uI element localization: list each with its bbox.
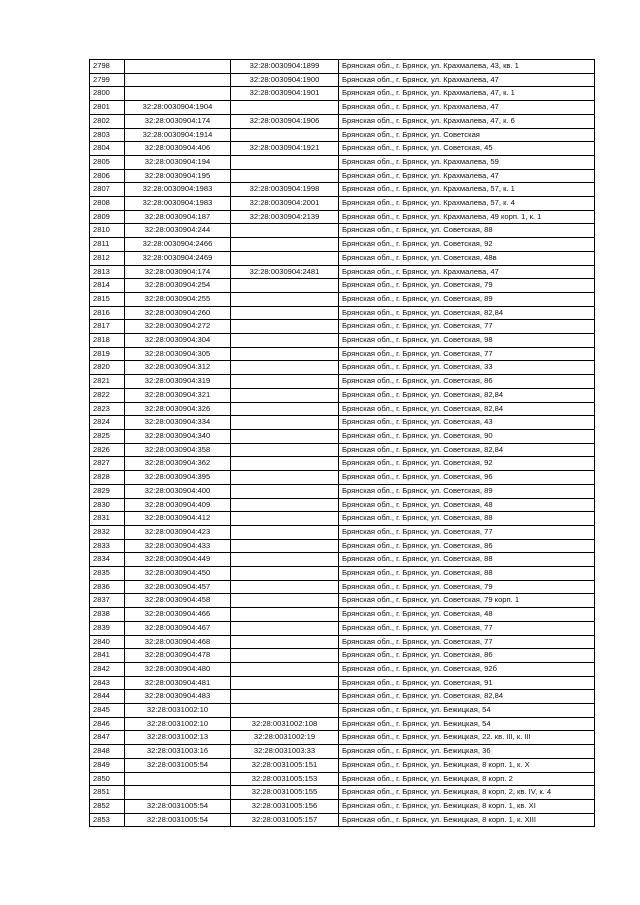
row-number-cell: 2824: [90, 416, 125, 430]
table-row: [90, 525, 595, 539]
parent-cadastral-cell: 32:28:0030904:1914: [125, 128, 231, 142]
table-row: [90, 197, 595, 211]
cadastral-number-cell: [231, 347, 339, 361]
cadastral-number-cell: [231, 649, 339, 663]
address-cell: Брянская обл., г. Брянск, ул. Крахмалева, 57, к. 1: [339, 183, 595, 197]
row-number-cell: 2841: [90, 649, 125, 663]
parent-cadastral-cell: 32:28:0030904:334: [125, 416, 231, 430]
table-row: [90, 443, 595, 457]
parent-cadastral-cell: 32:28:0030904:326: [125, 402, 231, 416]
cadastral-number-cell: [231, 238, 339, 252]
cadastral-number-cell: [231, 334, 339, 348]
table-row: [90, 772, 595, 786]
row-number-cell: 2849: [90, 758, 125, 772]
address-cell: Брянская обл., г. Брянск, ул. Советская, 89: [339, 484, 595, 498]
table-row: [90, 334, 595, 348]
cadastral-number-cell: 32:28:0031003:33: [231, 745, 339, 759]
parent-cadastral-cell: 32:28:0030904:457: [125, 580, 231, 594]
table-row: [90, 484, 595, 498]
row-number-cell: 2842: [90, 662, 125, 676]
parent-cadastral-cell: 32:28:0030904:187: [125, 210, 231, 224]
address-cell: Брянская обл., г. Брянск, ул. Советская, 86: [339, 375, 595, 389]
table-row: [90, 375, 595, 389]
parent-cadastral-cell: 32:28:0030904:260: [125, 306, 231, 320]
cadastral-number-cell: [231, 429, 339, 443]
table-row: [90, 402, 595, 416]
document-page: [89, 59, 595, 827]
table-row: [90, 786, 595, 800]
cadastral-number-cell: 32:28:0030904:2001: [231, 197, 339, 211]
table-row: [90, 238, 595, 252]
parent-cadastral-cell: 32:28:0030904:1983: [125, 197, 231, 211]
table-row: [90, 361, 595, 375]
row-number-cell: 2812: [90, 251, 125, 265]
table-row: [90, 704, 595, 718]
address-cell: Брянская обл., г. Брянск, ул. Советская, 88: [339, 512, 595, 526]
address-cell: Брянская обл., г. Брянск, ул. Советская, 79 корп. 1: [339, 594, 595, 608]
cadastral-number-cell: [231, 224, 339, 238]
address-cell: Брянская обл., г. Брянск, ул. Советская, 33: [339, 361, 595, 375]
parent-cadastral-cell: 32:28:0031005:54: [125, 813, 231, 827]
parent-cadastral-cell: 32:28:0030904:406: [125, 142, 231, 156]
parent-cadastral-cell: 32:28:0030904:362: [125, 457, 231, 471]
cadastral-table: [89, 59, 595, 827]
cadastral-number-cell: [231, 690, 339, 704]
table-row: [90, 347, 595, 361]
parent-cadastral-cell: 32:28:0030904:480: [125, 662, 231, 676]
address-cell: Брянская обл., г. Брянск, ул. Советская, 77: [339, 320, 595, 334]
table-row: [90, 553, 595, 567]
row-number-cell: 2835: [90, 567, 125, 581]
address-cell: Брянская обл., г. Брянск, ул. Бежицкая, 8 корп. 1, к. X: [339, 758, 595, 772]
cadastral-number-cell: [231, 292, 339, 306]
row-number-cell: 2800: [90, 87, 125, 101]
table-row: [90, 388, 595, 402]
table-row: [90, 512, 595, 526]
table-row: [90, 580, 595, 594]
address-cell: Брянская обл., г. Брянск, ул. Советская, 77: [339, 621, 595, 635]
row-number-cell: 2802: [90, 114, 125, 128]
table-row: [90, 567, 595, 581]
row-number-cell: 2811: [90, 238, 125, 252]
row-number-cell: 2821: [90, 375, 125, 389]
address-cell: Брянская обл., г. Брянск, ул. Советская, 82,84: [339, 388, 595, 402]
row-number-cell: 2852: [90, 799, 125, 813]
row-number-cell: 2819: [90, 347, 125, 361]
cadastral-number-cell: [231, 416, 339, 430]
parent-cadastral-cell: 32:28:0030904:321: [125, 388, 231, 402]
parent-cadastral-cell: 32:28:0030904:450: [125, 567, 231, 581]
row-number-cell: 2823: [90, 402, 125, 416]
address-cell: Брянская обл., г. Брянск, ул. Крахмалева, 59: [339, 155, 595, 169]
cadastral-number-cell: [231, 306, 339, 320]
parent-cadastral-cell: 32:28:0030904:1904: [125, 101, 231, 115]
table-row: [90, 128, 595, 142]
address-cell: Брянская обл., г. Брянск, ул. Советская, 82,84: [339, 402, 595, 416]
parent-cadastral-cell: 32:28:0031002:13: [125, 731, 231, 745]
parent-cadastral-cell: 32:28:0030904:358: [125, 443, 231, 457]
row-number-cell: 2846: [90, 717, 125, 731]
address-cell: Брянская обл., г. Брянск, ул. Советская, 43: [339, 416, 595, 430]
table-row: [90, 717, 595, 731]
address-cell: Брянская обл., г. Брянск, ул. Крахмалева, 47, к. 1: [339, 87, 595, 101]
table-row: [90, 279, 595, 293]
address-cell: Брянская обл., г. Брянск, ул. Советская, 92: [339, 238, 595, 252]
cadastral-number-cell: 32:28:0031005:151: [231, 758, 339, 772]
parent-cadastral-cell: 32:28:0030904:483: [125, 690, 231, 704]
row-number-cell: 2817: [90, 320, 125, 334]
table-body: [90, 60, 595, 827]
parent-cadastral-cell: 32:28:0030904:412: [125, 512, 231, 526]
address-cell: Брянская обл., г. Брянск, ул. Советская: [339, 128, 595, 142]
cadastral-number-cell: [231, 169, 339, 183]
table-row: [90, 662, 595, 676]
cadastral-number-cell: 32:28:0031005:155: [231, 786, 339, 800]
table-row: [90, 621, 595, 635]
row-number-cell: 2834: [90, 553, 125, 567]
parent-cadastral-cell: 32:28:0030904:304: [125, 334, 231, 348]
table-row: [90, 73, 595, 87]
cadastral-number-cell: [231, 101, 339, 115]
address-cell: Брянская обл., г. Брянск, ул. Советская, 82,84: [339, 443, 595, 457]
row-number-cell: 2813: [90, 265, 125, 279]
cadastral-number-cell: [231, 471, 339, 485]
row-number-cell: 2839: [90, 621, 125, 635]
table-row: [90, 676, 595, 690]
table-row: [90, 608, 595, 622]
row-number-cell: 2822: [90, 388, 125, 402]
cadastral-number-cell: [231, 525, 339, 539]
row-number-cell: 2836: [90, 580, 125, 594]
row-number-cell: 2801: [90, 101, 125, 115]
row-number-cell: 2809: [90, 210, 125, 224]
address-cell: Брянская обл., г. Брянск, ул. Крахмалева, 47: [339, 169, 595, 183]
table-row: [90, 690, 595, 704]
address-cell: Брянская обл., г. Брянск, ул. Советская, 89: [339, 292, 595, 306]
address-cell: Брянская обл., г. Брянск, ул. Бежицкая, 54: [339, 704, 595, 718]
table-row: [90, 320, 595, 334]
address-cell: Брянская обл., г. Брянск, ул. Бежицкая, 8 корп. 2, кв. IV, к. 4: [339, 786, 595, 800]
parent-cadastral-cell: 32:28:0030904:449: [125, 553, 231, 567]
parent-cadastral-cell: 32:28:0030904:312: [125, 361, 231, 375]
row-number-cell: 2838: [90, 608, 125, 622]
row-number-cell: 2848: [90, 745, 125, 759]
address-cell: Брянская обл., г. Брянск, ул. Бежицкая, 54: [339, 717, 595, 731]
parent-cadastral-cell: 32:28:0030904:478: [125, 649, 231, 663]
parent-cadastral-cell: 32:28:0030904:254: [125, 279, 231, 293]
cadastral-number-cell: [231, 608, 339, 622]
parent-cadastral-cell: 32:28:0031005:54: [125, 758, 231, 772]
address-cell: Брянская обл., г. Брянск, ул. Советская, 48: [339, 608, 595, 622]
cadastral-number-cell: [231, 279, 339, 293]
address-cell: Брянская обл., г. Брянск, ул. Советская, 82,84: [339, 306, 595, 320]
row-number-cell: 2816: [90, 306, 125, 320]
row-number-cell: 2808: [90, 197, 125, 211]
cadastral-number-cell: 32:28:0030904:1901: [231, 87, 339, 101]
parent-cadastral-cell: 32:28:0030904:194: [125, 155, 231, 169]
cadastral-number-cell: [231, 594, 339, 608]
parent-cadastral-cell: 32:28:0030904:466: [125, 608, 231, 622]
table-row: [90, 745, 595, 759]
cadastral-number-cell: [231, 567, 339, 581]
address-cell: Брянская обл., г. Брянск, ул. Крахмалева, 47: [339, 265, 595, 279]
address-cell: Брянская обл., г. Брянск, ул. Бежицкая, 36: [339, 745, 595, 759]
address-cell: Брянская обл., г. Брянск, ул. Советская, 88: [339, 224, 595, 238]
table-row: [90, 210, 595, 224]
table-row: [90, 731, 595, 745]
parent-cadastral-cell: 32:28:0030904:174: [125, 114, 231, 128]
table-row: [90, 758, 595, 772]
parent-cadastral-cell: 32:28:0030904:305: [125, 347, 231, 361]
cadastral-number-cell: [231, 361, 339, 375]
table-row: [90, 649, 595, 663]
address-cell: Брянская обл., г. Брянск, ул. Крахмалева, 43, кв. 1: [339, 60, 595, 74]
address-cell: Брянская обл., г. Брянск, ул. Советская, 92б: [339, 662, 595, 676]
address-cell: Брянская обл., г. Брянск, ул. Советская, 88: [339, 553, 595, 567]
address-cell: Брянская обл., г. Брянск, ул. Бежицкая, 22. кв. III, к. III: [339, 731, 595, 745]
table-row: [90, 142, 595, 156]
table-row: [90, 813, 595, 827]
table-row: [90, 539, 595, 553]
row-number-cell: 2840: [90, 635, 125, 649]
address-cell: Брянская обл., г. Брянск, ул. Советская, 88: [339, 567, 595, 581]
address-cell: Брянская обл., г. Брянск, ул. Бежицкая, 8 корп. 2: [339, 772, 595, 786]
cadastral-number-cell: [231, 484, 339, 498]
row-number-cell: 2850: [90, 772, 125, 786]
address-cell: Брянская обл., г. Брянск, ул. Советская, 90: [339, 429, 595, 443]
row-number-cell: 2832: [90, 525, 125, 539]
parent-cadastral-cell: [125, 73, 231, 87]
cadastral-number-cell: 32:28:0031002:19: [231, 731, 339, 745]
address-cell: Брянская обл., г. Брянск, ул. Советская, 86: [339, 649, 595, 663]
parent-cadastral-cell: 32:28:0030904:174: [125, 265, 231, 279]
cadastral-number-cell: [231, 155, 339, 169]
row-number-cell: 2844: [90, 690, 125, 704]
table-row: [90, 799, 595, 813]
cadastral-number-cell: 32:28:0031005:153: [231, 772, 339, 786]
cadastral-number-cell: 32:28:0030904:1998: [231, 183, 339, 197]
address-cell: Брянская обл., г. Брянск, ул. Советская, 48: [339, 498, 595, 512]
parent-cadastral-cell: 32:28:0030904:1983: [125, 183, 231, 197]
cadastral-number-cell: [231, 128, 339, 142]
address-cell: Брянская обл., г. Брянск, ул. Советская, 98: [339, 334, 595, 348]
row-number-cell: 2804: [90, 142, 125, 156]
row-number-cell: 2833: [90, 539, 125, 553]
cadastral-number-cell: 32:28:0030904:1899: [231, 60, 339, 74]
address-cell: Брянская обл., г. Брянск, ул. Советская, 79: [339, 580, 595, 594]
address-cell: Брянская обл., г. Брянск, ул. Советская, 79: [339, 279, 595, 293]
address-cell: Брянская обл., г. Брянск, ул. Бежицкая, 8 корп. 1, к. XIII: [339, 813, 595, 827]
cadastral-number-cell: [231, 676, 339, 690]
parent-cadastral-cell: 32:28:0030904:272: [125, 320, 231, 334]
parent-cadastral-cell: 32:28:0031003:16: [125, 745, 231, 759]
row-number-cell: 2820: [90, 361, 125, 375]
row-number-cell: 2827: [90, 457, 125, 471]
row-number-cell: 2826: [90, 443, 125, 457]
address-cell: Брянская обл., г. Брянск, ул. Крахмалева, 47: [339, 73, 595, 87]
parent-cadastral-cell: [125, 786, 231, 800]
parent-cadastral-cell: 32:28:0030904:468: [125, 635, 231, 649]
cadastral-number-cell: [231, 621, 339, 635]
cadastral-number-cell: [231, 388, 339, 402]
cadastral-number-cell: [231, 512, 339, 526]
cadastral-number-cell: [231, 662, 339, 676]
cadastral-number-cell: 32:28:0030904:2139: [231, 210, 339, 224]
row-number-cell: 2845: [90, 704, 125, 718]
cadastral-number-cell: 32:28:0030904:1906: [231, 114, 339, 128]
row-number-cell: 2799: [90, 73, 125, 87]
parent-cadastral-cell: 32:28:0031002:10: [125, 717, 231, 731]
parent-cadastral-cell: 32:28:0030904:255: [125, 292, 231, 306]
row-number-cell: 2853: [90, 813, 125, 827]
address-cell: Брянская обл., г. Брянск, ул. Советская, 96: [339, 471, 595, 485]
address-cell: Брянская обл., г. Брянск, ул. Советская, 77: [339, 635, 595, 649]
cadastral-number-cell: [231, 375, 339, 389]
cadastral-number-cell: [231, 580, 339, 594]
parent-cadastral-cell: 32:28:0030904:2469: [125, 251, 231, 265]
parent-cadastral-cell: 32:28:0030904:319: [125, 375, 231, 389]
table-row: [90, 594, 595, 608]
parent-cadastral-cell: 32:28:0030904:244: [125, 224, 231, 238]
cadastral-number-cell: [231, 539, 339, 553]
parent-cadastral-cell: 32:28:0030904:195: [125, 169, 231, 183]
cadastral-number-cell: [231, 553, 339, 567]
table-row: [90, 183, 595, 197]
row-number-cell: 2847: [90, 731, 125, 745]
cadastral-number-cell: 32:28:0030904:1900: [231, 73, 339, 87]
cadastral-number-cell: [231, 320, 339, 334]
parent-cadastral-cell: 32:28:0031002:10: [125, 704, 231, 718]
table-row: [90, 292, 595, 306]
cadastral-number-cell: [231, 443, 339, 457]
table-row: [90, 169, 595, 183]
table-row: [90, 457, 595, 471]
row-number-cell: 2805: [90, 155, 125, 169]
row-number-cell: 2825: [90, 429, 125, 443]
row-number-cell: 2851: [90, 786, 125, 800]
cadastral-number-cell: [231, 635, 339, 649]
cadastral-number-cell: 32:28:0031002:108: [231, 717, 339, 731]
parent-cadastral-cell: 32:28:0030904:400: [125, 484, 231, 498]
table-row: [90, 416, 595, 430]
cadastral-number-cell: [231, 704, 339, 718]
cadastral-number-cell: 32:28:0030904:1921: [231, 142, 339, 156]
row-number-cell: 2818: [90, 334, 125, 348]
cadastral-number-cell: [231, 251, 339, 265]
address-cell: Брянская обл., г. Брянск, ул. Бежицкая, 8 корп. 1, кв. XI: [339, 799, 595, 813]
address-cell: Брянская обл., г. Брянск, ул. Крахмалева, 49 корп. 1, к. 1: [339, 210, 595, 224]
parent-cadastral-cell: 32:28:0030904:340: [125, 429, 231, 443]
parent-cadastral-cell: [125, 87, 231, 101]
table-row: [90, 101, 595, 115]
table-row: [90, 155, 595, 169]
table-row: [90, 265, 595, 279]
parent-cadastral-cell: 32:28:0030904:481: [125, 676, 231, 690]
table-row: [90, 251, 595, 265]
table-row: [90, 306, 595, 320]
parent-cadastral-cell: [125, 772, 231, 786]
row-number-cell: 2830: [90, 498, 125, 512]
table-row: [90, 471, 595, 485]
cadastral-number-cell: 32:28:0031005:156: [231, 799, 339, 813]
cadastral-number-cell: 32:28:0031005:157: [231, 813, 339, 827]
address-cell: Брянская обл., г. Брянск, ул. Советская, 82,84: [339, 690, 595, 704]
row-number-cell: 2843: [90, 676, 125, 690]
row-number-cell: 2803: [90, 128, 125, 142]
parent-cadastral-cell: 32:28:0030904:395: [125, 471, 231, 485]
row-number-cell: 2831: [90, 512, 125, 526]
cadastral-number-cell: 32:28:0030904:2481: [231, 265, 339, 279]
parent-cadastral-cell: 32:28:0030904:2466: [125, 238, 231, 252]
row-number-cell: 2828: [90, 471, 125, 485]
parent-cadastral-cell: 32:28:0030904:423: [125, 525, 231, 539]
cadastral-number-cell: [231, 498, 339, 512]
cadastral-number-cell: [231, 402, 339, 416]
table-row: [90, 60, 595, 74]
address-cell: Брянская обл., г. Брянск, ул. Советская, 48в: [339, 251, 595, 265]
address-cell: Брянская обл., г. Брянск, ул. Советская, 77: [339, 347, 595, 361]
parent-cadastral-cell: 32:28:0031005:54: [125, 799, 231, 813]
cadastral-number-cell: [231, 457, 339, 471]
address-cell: Брянская обл., г. Брянск, ул. Советская, 91: [339, 676, 595, 690]
address-cell: Брянская обл., г. Брянск, ул. Крахмалева, 47: [339, 101, 595, 115]
row-number-cell: 2806: [90, 169, 125, 183]
table-row: [90, 635, 595, 649]
table-row: [90, 224, 595, 238]
row-number-cell: 2814: [90, 279, 125, 293]
parent-cadastral-cell: [125, 60, 231, 74]
address-cell: Брянская обл., г. Брянск, ул. Крахмалева, 47, к. 6: [339, 114, 595, 128]
table-row: [90, 498, 595, 512]
address-cell: Брянская обл., г. Брянск, ул. Советская, 86: [339, 539, 595, 553]
row-number-cell: 2815: [90, 292, 125, 306]
address-cell: Брянская обл., г. Брянск, ул. Крахмалева, 57, к. 4: [339, 197, 595, 211]
row-number-cell: 2807: [90, 183, 125, 197]
table-row: [90, 114, 595, 128]
address-cell: Брянская обл., г. Брянск, ул. Советская, 77: [339, 525, 595, 539]
row-number-cell: 2810: [90, 224, 125, 238]
row-number-cell: 2837: [90, 594, 125, 608]
parent-cadastral-cell: 32:28:0030904:467: [125, 621, 231, 635]
table-row: [90, 429, 595, 443]
table-row: [90, 87, 595, 101]
address-cell: Брянская обл., г. Брянск, ул. Советская, 92: [339, 457, 595, 471]
parent-cadastral-cell: 32:28:0030904:409: [125, 498, 231, 512]
parent-cadastral-cell: 32:28:0030904:433: [125, 539, 231, 553]
address-cell: Брянская обл., г. Брянск, ул. Советская, 45: [339, 142, 595, 156]
row-number-cell: 2829: [90, 484, 125, 498]
row-number-cell: 2798: [90, 60, 125, 74]
parent-cadastral-cell: 32:28:0030904:458: [125, 594, 231, 608]
